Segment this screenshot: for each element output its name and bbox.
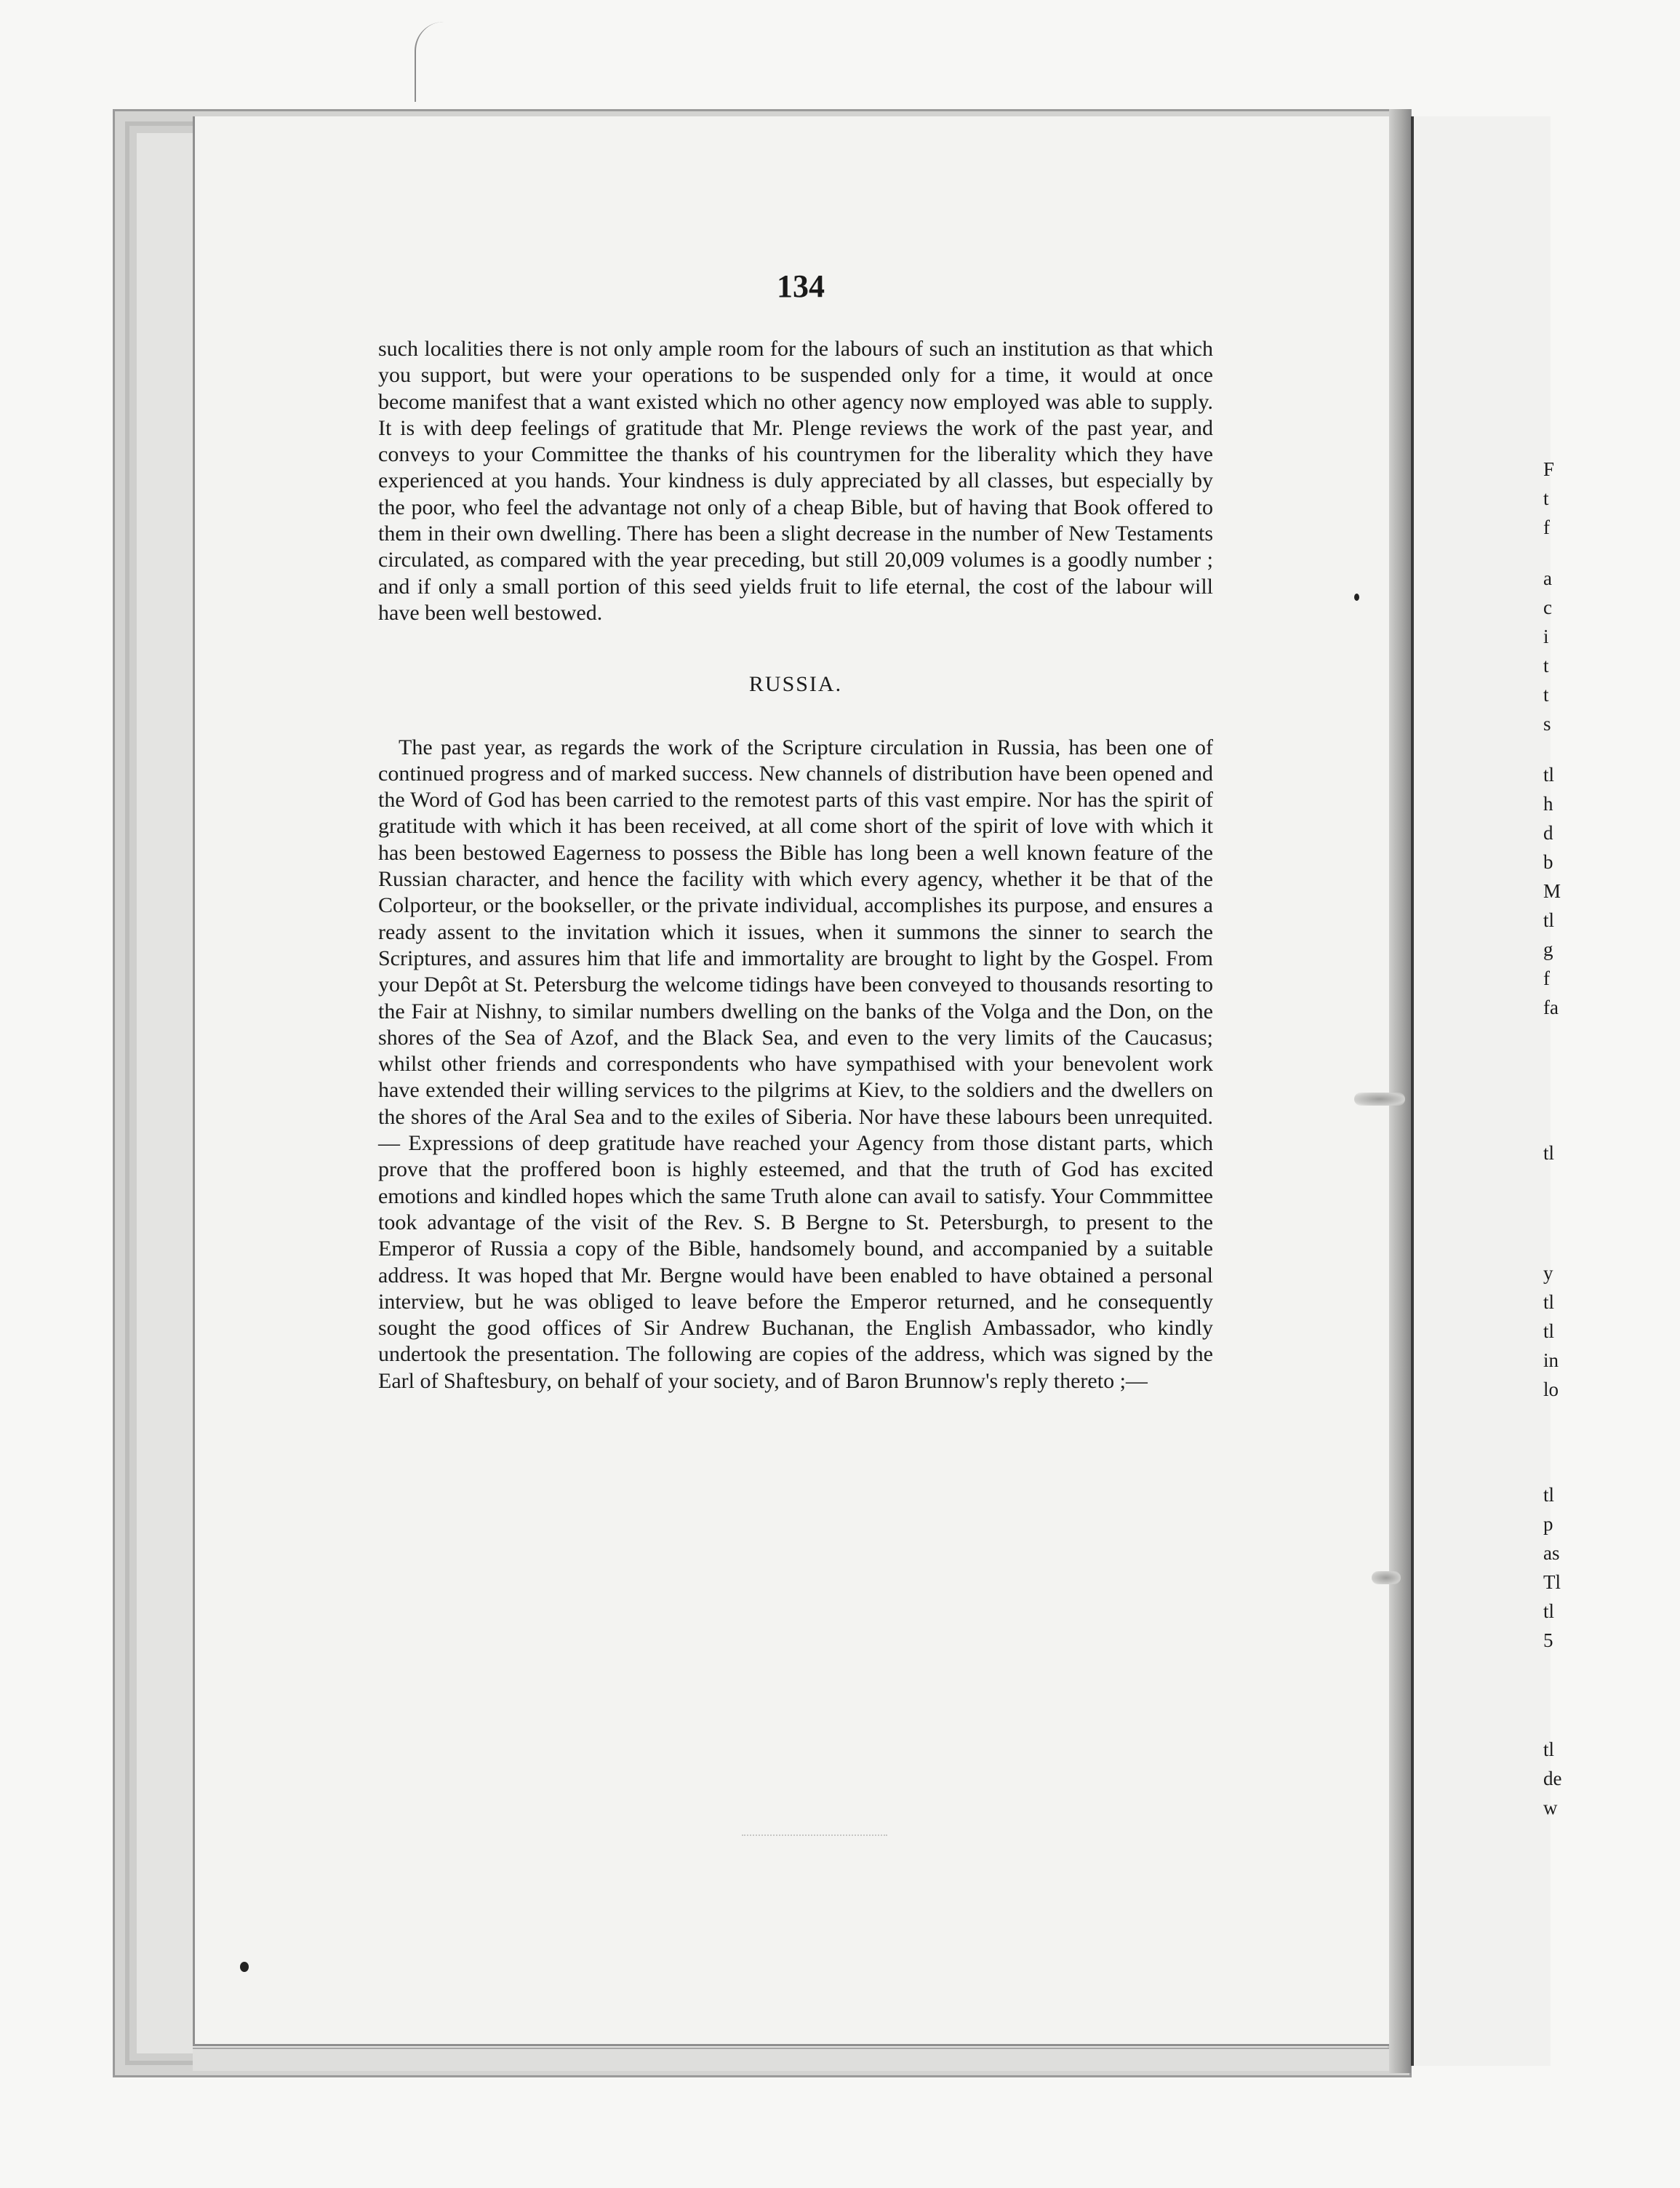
facing-line: h: [1543, 793, 1553, 815]
facing-line: g: [1543, 938, 1553, 960]
body-text: [378, 336, 1213, 1394]
facing-line: 5: [1543, 1629, 1553, 1651]
page-number: 134: [777, 268, 825, 304]
facing-line: y: [1543, 1262, 1553, 1284]
facing-line: tl: [1543, 1291, 1555, 1313]
facing-line: tl: [1543, 1320, 1555, 1342]
facing-line: a: [1543, 567, 1552, 589]
facing-line: p: [1543, 1513, 1553, 1535]
facing-line: tl: [1543, 764, 1555, 786]
page-tear: [1354, 1093, 1405, 1106]
russia-paragraph: The past year, as regards the work of the Scripture circulation in Russia, has been one of continued progress and of marked success. New channels of distribution have been opened and the Word of God has been carried to the remotest parts of this vast empire. Nor has the spirit of gratitude with which it has been received, at all come short of the spirit of love with which it has been bestowed Eagerness to possess the Bible has long been a well known feature of the Russian character, and hence the facility with which every agency, whether it be that of the Colporteur, or the bookseller, or the private individual, accomplishes its purpose, and ensures a ready assent to the invitation which it issues, when it summons the sinner to search the Scriptures, and assures him that life and immortality are brought to light by the Gospel. From your Depôt at St. Petersburg the welcome tidings have been conveyed to thousands resorting to the Fair at Nishny, to similar numbers dwelling on the banks of the Volga and the Don, on the shores of the Sea of Azof, and the Black Sea, and even to the very limits of the Caucasus; whilst other friends and correspondents who have sympathised with your benevolent work have extended their willing services to the pilgrims at Kiev, to the soldiers and the dwellers on the shores of the Aral Sea and to the exiles of Siberia. Nor have these labours been unrequited.— Expressions of deep gratitude have reached your Agency from those distant parts, which prove that the proffered boon is highly esteemed, and that the truth of God has excited emotions and kindled hopes which the same Truth alone can avail to satisfy. Your Commmittee took advantage of the visit of the Rev. S. B Bergne to St. Petersburgh, to present to the Emperor of Russia a copy of the Bible, handsomely bound, and accompanied by a suitable address. It was hoped that Mr. Bergne would have been enabled to have obtained a personal interview, but he was obliged to leave before the Emperor returned, and he consequently sought the good offices of Sir Andrew Buchanan, the English Ambassador, who kindly undertook the presentation. The following are copies of the address, which was signed by the Earl of Shaftesbury, on behalf of your society, and of Baron Brunnow's reply thereto ;—: [378, 735, 1213, 1393]
facing-line: de: [1543, 1768, 1562, 1789]
scan-hair-artifact: [415, 22, 445, 102]
faint-rule: [742, 1834, 887, 1836]
facing-line: s: [1543, 713, 1551, 735]
facing-line: c: [1543, 596, 1552, 618]
facing-line: tl: [1543, 1484, 1555, 1506]
facing-line: lo: [1543, 1378, 1559, 1400]
facing-line: t: [1543, 684, 1549, 706]
facing-line: in: [1543, 1349, 1559, 1371]
facing-line: t: [1543, 655, 1549, 676]
facing-line: tl: [1543, 909, 1555, 931]
ink-spot: [1354, 594, 1359, 601]
facing-line: b: [1543, 851, 1553, 873]
continuation-paragraph: such localities there is not only ample room for the labours of such an institution as that which you support, but were your operations to be suspended only for a time, it would at once become manifest that a want existed which no other agency now employed was able to supply. It is with deep feelings of gratitude that Mr. Plenge reviews the work of the past year, and conveys to your Committee the thanks of his countrymen for the liberality which they have experienced at you hands. Your kindness is duly appreciated by all classes, but especially by the poor, who feel the advantage not only of a cheap Bible, but of having that Book offered to them in their own dwelling. There has been a slight decrease in the number of New Testaments circulated, as compared with the year preceding, but still 20,009 volumes is a goodly number ; and if only a small portion of this seed yields fruit to life eternal, the cost of the labour will have been well bestowed.: [378, 337, 1213, 625]
facing-line: tl: [1543, 1738, 1555, 1760]
book-gutter: [1389, 109, 1411, 2073]
facing-page-fragment: [1411, 116, 1562, 2066]
facing-line: tl: [1543, 1600, 1555, 1622]
section-heading: RUSSIA.: [748, 672, 843, 697]
facing-line: i: [1543, 626, 1549, 647]
facing-line: f: [1543, 967, 1550, 989]
facing-line: tl: [1543, 1142, 1555, 1164]
facing-line: f: [1543, 516, 1550, 538]
page-bottom-edge: [193, 2048, 1404, 2071]
facing-line: t: [1543, 487, 1549, 509]
page-tear: [1372, 1571, 1401, 1584]
facing-line: M: [1543, 880, 1561, 902]
facing-line: d: [1543, 822, 1553, 844]
facing-line: w: [1543, 1797, 1558, 1818]
facing-line: as: [1543, 1542, 1560, 1564]
ink-spot: [240, 1962, 249, 1972]
facing-line: fa: [1543, 997, 1559, 1018]
facing-line: F: [1543, 458, 1555, 480]
facing-line: Tl: [1543, 1571, 1561, 1593]
